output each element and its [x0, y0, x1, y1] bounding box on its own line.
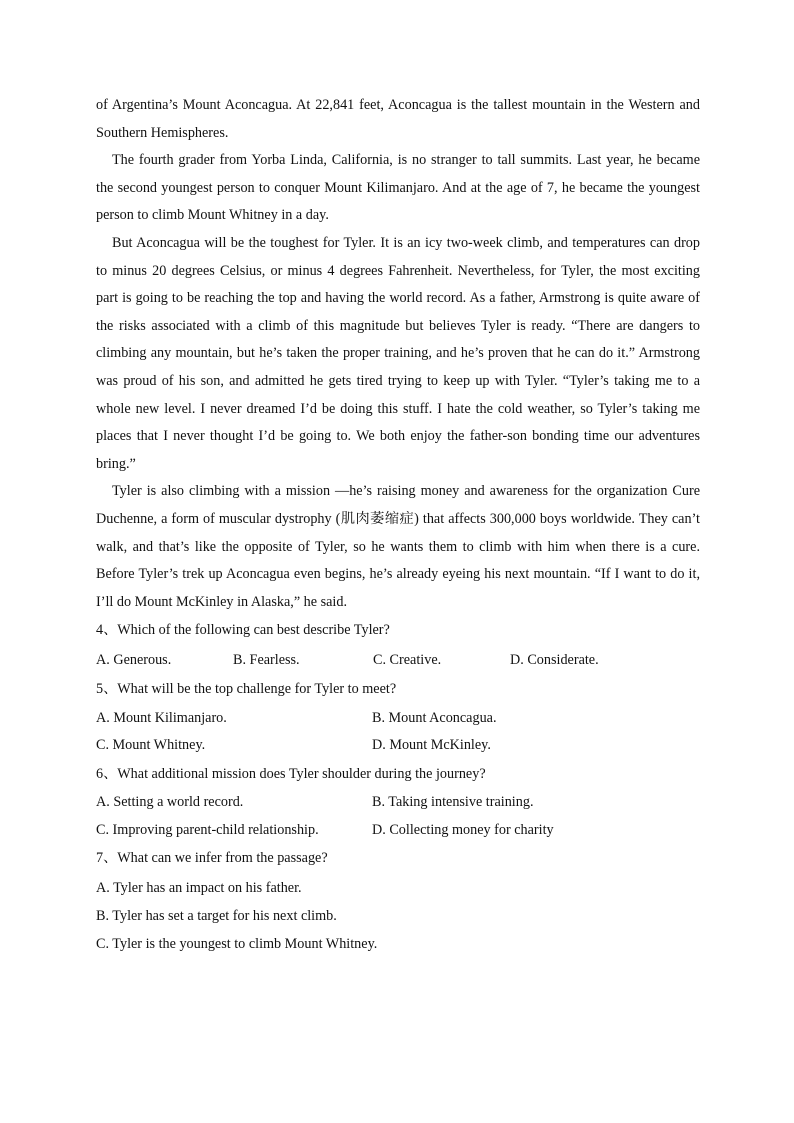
question-5-stem: 5、What will be the top challenge for Tyler to meet?: [96, 681, 397, 698]
question-5-options-row-1: [96, 705, 700, 733]
passage-paragraph-4: Tyler is also climbing with a mission —he’s raising money and awareness for the organization Cure Duchenne, a form of muscular dystrophy (肌肉萎缩症) that affects 300,000 boys worldwide. They can’t walk, and that’s like the opposite of Tyler, so he wants them to climb with him when there is a cure. Before Tyler’s trek up Aconcagua even begins, he’s already eyeing his next mountain. “If I want to do it, I’ll do Mount McKinley in Alaska,” he said.: [96, 483, 700, 610]
question-5-options-row-2: [96, 732, 700, 760]
question-6-option-d: D. Collecting money for charity: [372, 821, 554, 838]
question-4-option-a: A. Generous.: [96, 651, 172, 668]
question-6-option-c: C. Improving parent-child relationship.: [96, 821, 319, 838]
question-7-option-b: B. Tyler has set a target for his next climb.: [96, 907, 337, 924]
question-5-option-b: B. Mount Aconcagua.: [372, 709, 497, 726]
question-6-options-row-2: [96, 817, 700, 845]
question-5-option-a: A. Mount Kilimanjaro.: [96, 709, 227, 726]
question-6-options-row-1: [96, 789, 700, 817]
question-4-option-d: D. Considerate.: [510, 651, 599, 668]
question-6: [96, 760, 700, 845]
question-6-option-b: B. Taking intensive training.: [372, 794, 534, 811]
question-4-stem: 4、Which of the following can best describe Tyler?: [96, 622, 390, 639]
question-6-option-a: A. Setting a world record.: [96, 794, 244, 811]
question-7-option-a: A. Tyler has an impact on his father.: [96, 879, 302, 896]
question-7: [96, 844, 700, 958]
question-5-option-c: C. Mount Whitney.: [96, 737, 206, 754]
passage-paragraph-3: But Aconcagua will be the toughest for Tyler. It is an icy two-week climb, and temperatures can drop to minus 20 degrees Celsius, or minus 4 degrees Fahrenheit. Nevertheless, for Tyler, the most exciting part is going to be reaching the top and having the world record. As a father, Armstrong is quite aware of the risks associated with a climb of this magnitude but believes Tyler is ready. “There are dangers to climbing any mountain, but he’s taken the proper training, and he’s proven that he can do it.” Armstrong was proud of his son, and admitted he gets tired trying to keep up with Tyler. “Tyler’s taking me to a whole new level. I never dreamed I’d be doing this stuff. I hate the cold weather, so Tyler’s taking me places that I never thought I’d be going to. We both enjoy the father-son bonding time our adventures bring.”: [96, 234, 700, 472]
question-7-stem: 7、What can we infer from the passage?: [96, 850, 328, 867]
question-7-option-c: C. Tyler is the youngest to climb Mount Whitney.: [96, 936, 378, 953]
document-page: [96, 92, 700, 958]
question-5-option-d: D. Mount McKinley.: [372, 737, 491, 754]
question-4-option-b: B. Fearless.: [233, 651, 300, 668]
question-4: [96, 616, 700, 675]
question-4-option-c: C. Creative.: [373, 651, 442, 668]
passage-paragraph-1: of Argentina’s Mount Aconcagua. At 22,841 feet, Aconcagua is the tallest mountain in the Western and Southern Hemispheres.: [96, 97, 700, 141]
passage-paragraph-2: The fourth grader from Yorba Linda, California, is no stranger to tall summits. Last year, he became the second youngest person to conquer Mount Kilimanjaro. And at the age of 7, he became the youngest person to climb Mount Whitney in a day.: [96, 152, 700, 224]
question-5: [96, 675, 700, 760]
question-6-stem: 6、What additional mission does Tyler shoulder during the journey?: [96, 765, 486, 782]
question-4-options: [96, 646, 700, 676]
